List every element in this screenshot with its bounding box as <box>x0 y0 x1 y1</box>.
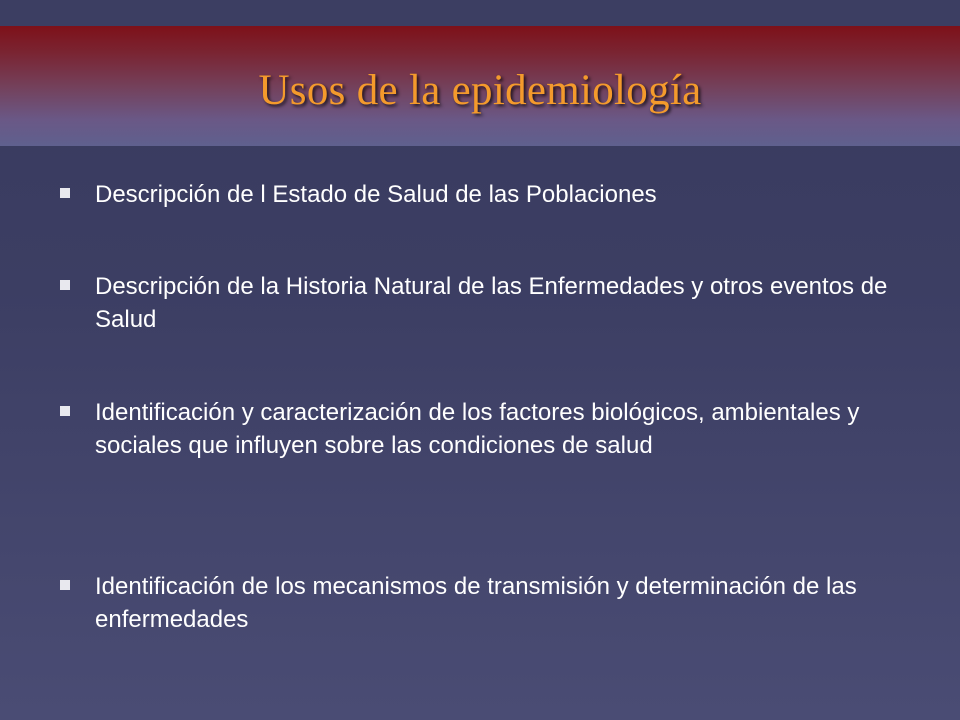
square-bullet-icon <box>60 188 70 198</box>
bullet-text: Identificación de los mecanismos de transmisión y determinación de las enfermedades <box>95 573 857 633</box>
square-bullet-icon <box>60 406 70 416</box>
bullet-text: Identificación y caracterización de los factores biológicos, ambientales y sociales que influyen sobre las condiciones de salud <box>95 399 860 459</box>
square-bullet-icon <box>60 580 70 590</box>
bullet-text: Descripción de l Estado de Salud de las Poblaciones <box>95 181 657 208</box>
square-bullet-icon <box>60 280 70 290</box>
bullet-text: Descripción de la Historia Natural de las Enfermedades y otros eventos de Salud <box>95 273 888 333</box>
slide-title: Usos de la epidemiología <box>258 67 702 114</box>
